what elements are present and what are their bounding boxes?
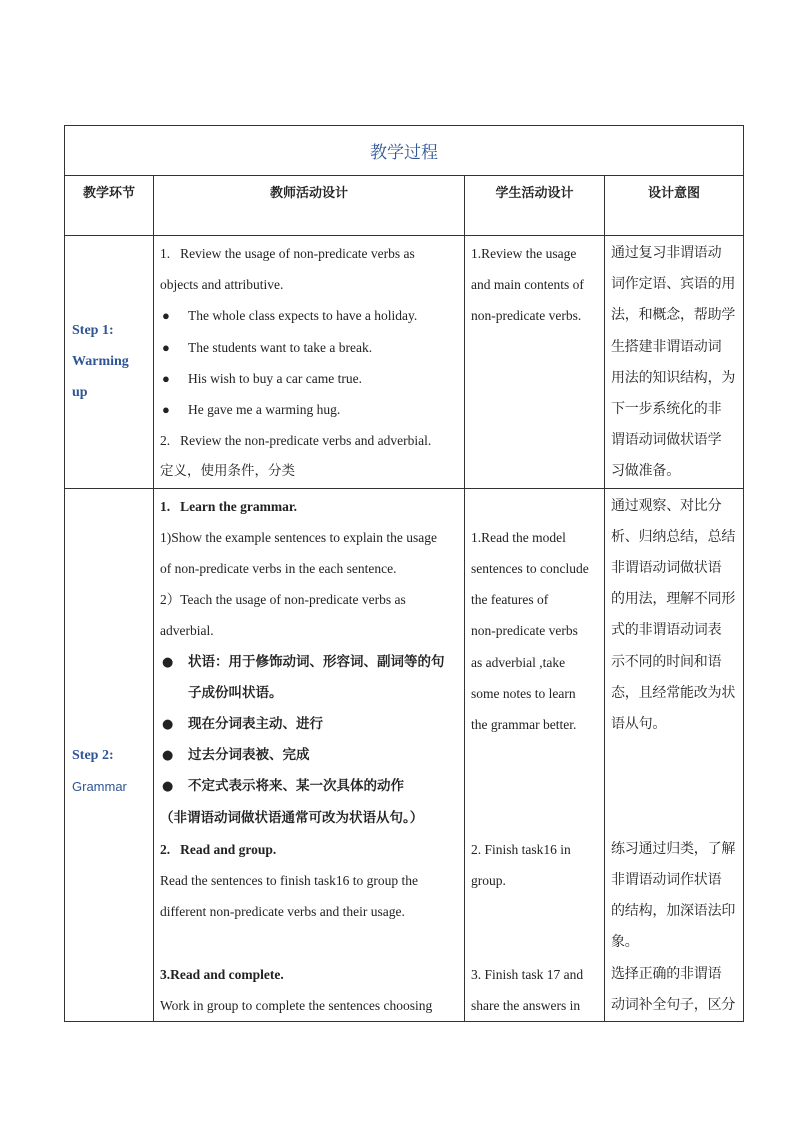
header-design-intent: 设计意图 [605, 176, 744, 236]
header-student-activity: 学生活动设计 [465, 176, 605, 236]
step2-label: Step 2: Grammar [65, 488, 154, 1021]
list-item: ● He gave me a warming hug. [160, 394, 458, 425]
step2-design-intent: 通过观察、对比分 析、归纳总结，总结 非谓语动词做状语 的用法，理解不同形 式的非谓语动词表 示不同的时间和语 态，且经常能改为状 语从句。 练习通过归类，了解 非谓语动词作状语 的结构，加深语法印 象。 选择正确的非谓语 动词补全句子，区分 [605, 488, 744, 1021]
list-item: ● The students want to take a break. [160, 332, 458, 363]
lesson-plan-table [64, 125, 744, 1022]
step2-student-activity: 1.Read the model sentences to conclude the features of non-predicate verbs as adverbial ,take some notes to learn the grammar better. 2. Finish task16 in group. 3. Finish task 17 and share the answers in [465, 488, 605, 1021]
step2-teacher-activity: 1. Learn the grammar. 1)Show the example sentences to explain the usage of non-predicate verbs in the each sentence. 2）Teach the usage of non-predicate verbs as adverbial. ● 状语：用于修饰动词、形容词、副词等的句 子成份叫状语。 ● 现在分词表主动、进行 ● 过去分词表被、完成 ● 不定式表示将来、某一次具体的动作 （非谓语动词做状语通常可改为状语从句。） 2. Read and group. Read the sentences to finish task16 to group the different non-predicate verbs and their usage. 3.Read and complete. Work in group to complete the sentences choosing [154, 488, 465, 1021]
list-item: ● His wish to buy a car came true. [160, 363, 458, 394]
step1-teacher-activity: 1. Review the usage of non-predicate verbs as objects and attributive. ● The whole class expects to have a holiday. ● The students want to take a break. ● His wish to buy a car came true. ● He gave me a warming hug. 2. Review the non-predicate verbs and adverbial. 定义，使用条件，分类 [154, 236, 465, 489]
table-title: 教学过程 [65, 126, 744, 176]
header-teacher-activity: 教师活动设计 [154, 176, 465, 236]
step1-label: Step 1: Warming up [65, 236, 154, 489]
list-item: ● 状语：用于修饰动词、形容词、副词等的句 [160, 647, 458, 678]
step1-student-activity: 1.Review the usage and main contents of non-predicate verbs. [465, 236, 605, 489]
list-item: ● 不定式表示将来、某一次具体的动作 [160, 771, 458, 802]
step1-design-intent: 通过复习非谓语动 词作定语、宾语的用 法，和概念，帮助学 生搭建非谓语动词 用法的知识结构，为 下一步系统化的非 谓语动词做状语学 习做准备。 [605, 236, 744, 489]
list-item: ● 过去分词表被、完成 [160, 740, 458, 771]
header-stage: 教学环节 [65, 176, 154, 236]
list-item: ● The whole class expects to have a holiday. [160, 300, 458, 331]
list-item: ● 现在分词表主动、进行 [160, 709, 458, 740]
